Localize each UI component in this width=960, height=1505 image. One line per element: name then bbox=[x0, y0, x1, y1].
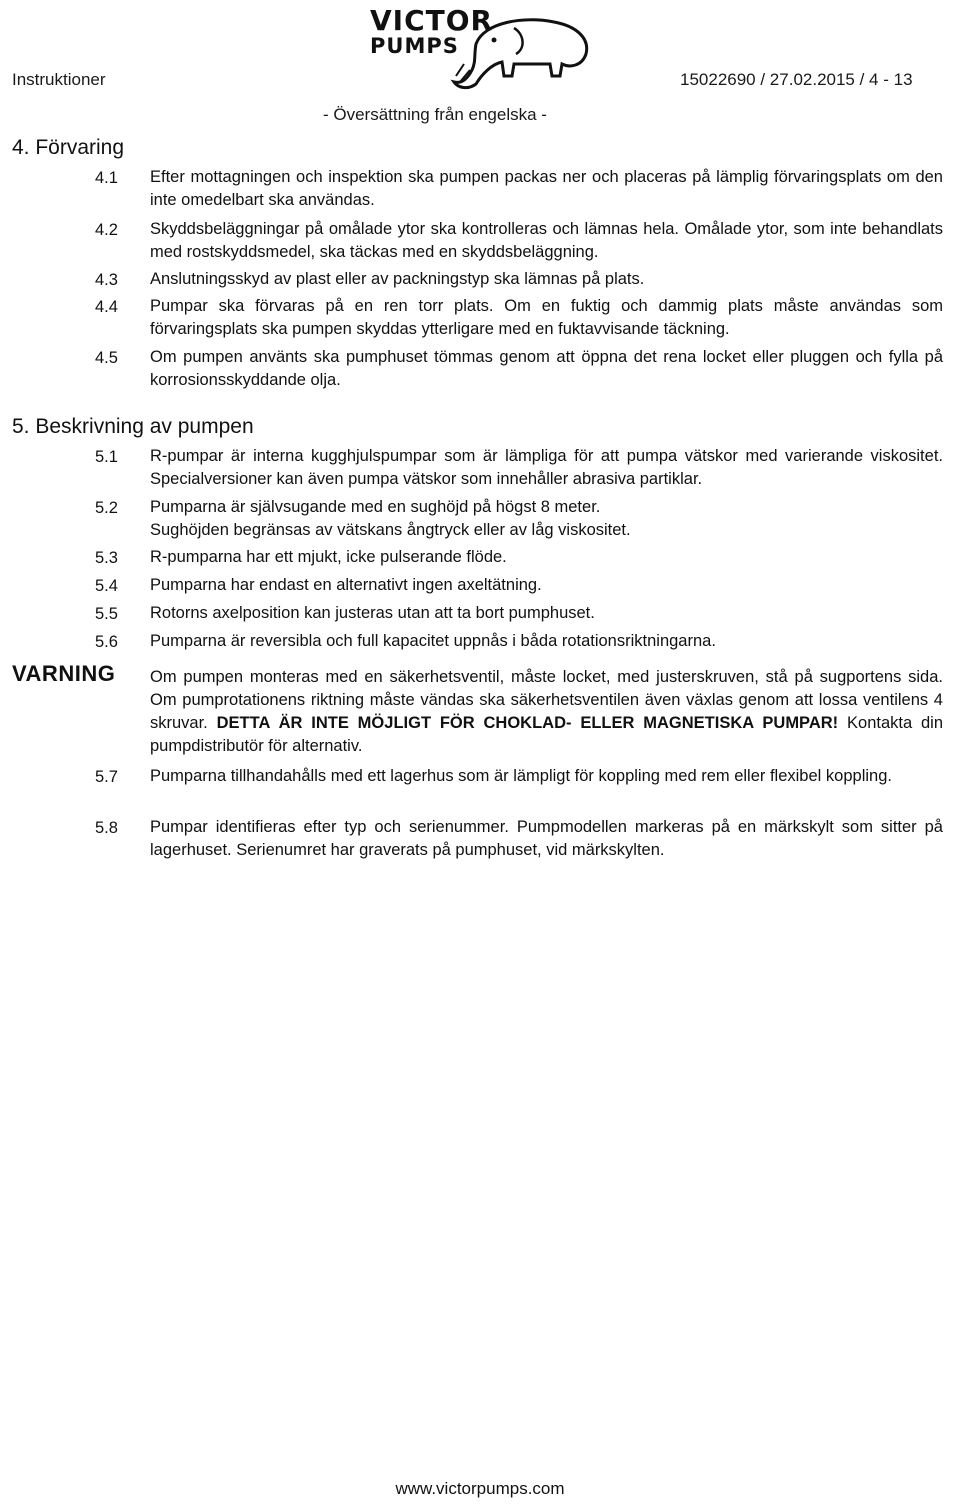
victor-pumps-logo bbox=[364, 4, 600, 90]
item-text: Skyddsbeläggningar på omålade ytor ska kontrolleras och lämnas hela. Omålade ytor, som inte behandlats med rostskyddsmedel, ska täckas med en skyddsbeläggning. bbox=[150, 220, 943, 261]
item-text: Pumpar identifieras efter typ och serienummer. Pumpmodellen markeras på en märkskylt som sitter på lagerhuset. Serienumret har graverats på pumphuset, vid märkskylten. bbox=[150, 818, 943, 859]
item-text: Rotorns axelposition kan justeras utan att ta bort pumphuset. bbox=[150, 604, 595, 622]
section-4-title: 4. Förvaring bbox=[12, 136, 125, 159]
item-text: Efter mottagningen och inspektion ska pumpen packas ner och placeras på lämplig förvaringsplats om den inte omedelbart ska användas. bbox=[150, 168, 943, 209]
item-text-continued: Sughöjden begränsas av vätskans ångtryck eller av låg viskositet. bbox=[150, 521, 631, 539]
warning-text bbox=[150, 666, 943, 758]
item-number: 4.1 bbox=[95, 169, 118, 187]
warning-label: VARNING bbox=[12, 661, 116, 686]
item-text: Pumparna har endast en alternativt ingen axeltätning. bbox=[150, 576, 542, 594]
item-text: Pumparna tillhandahålls med ett lagerhus som är lämpligt för koppling med rem eller flexibel koppling. bbox=[150, 767, 892, 785]
item-number: 5.8 bbox=[95, 819, 118, 837]
item-number: 5.2 bbox=[95, 499, 118, 517]
item-text: R-pumpar är interna kugghjulspumpar som är lämpliga för att pumpa vätskor med varierande viskositet. Specialversioner kan även pumpa vätskor som innehåller abrasiva partiklar. bbox=[150, 447, 943, 488]
header-left-label: Instruktioner bbox=[12, 70, 106, 89]
document-number: 15022690 / 27.02.2015 / 4 - 13 bbox=[680, 70, 913, 89]
item-number: 5.6 bbox=[95, 633, 118, 651]
translation-subtitle: - Översättning från engelska - bbox=[323, 105, 547, 124]
section-5-title: 5. Beskrivning av pumpen bbox=[12, 415, 254, 438]
item-number: 5.1 bbox=[95, 448, 118, 466]
item-text: Pumpar ska förvaras på en ren torr plats. Om en fuktig och dammig plats måste användas som förvaringsplats ska pumpen skyddas ytterligare med en fuktavvisande täckning. bbox=[150, 297, 943, 338]
item-text: Om pumpen använts ska pumphuset tömmas genom att öppna det rena locket eller pluggen och fylla på korrosionsskyddande olja. bbox=[150, 348, 943, 389]
item-number: 4.4 bbox=[95, 298, 118, 316]
warning-text-part-b: Kontakta din pumpdistributör för alternativ. bbox=[150, 714, 943, 755]
warning-text-bold: DETTA ÄR INTE MÖJLIGT FÖR CHOKLAD- ELLER MAGNETISKA PUMPAR! bbox=[216, 714, 839, 732]
footer-url: www.victorpumps.com bbox=[395, 1479, 565, 1498]
item-text: Anslutningsskyd av plast eller av packningstyp ska lämnas på plats. bbox=[150, 270, 645, 288]
item-number: 5.5 bbox=[95, 605, 118, 623]
item-number: 4.3 bbox=[95, 271, 118, 289]
item-number: 5.4 bbox=[95, 577, 118, 595]
item-text: Pumparna är reversibla och full kapacitet uppnås i båda rotationsriktningarna. bbox=[150, 632, 716, 650]
item-number: 5.3 bbox=[95, 549, 118, 567]
logo-text-pumps: PUMPS bbox=[370, 34, 459, 58]
item-text: Pumparna är självsugande med en sughöjd på högst 8 meter. bbox=[150, 498, 601, 516]
logo-text-victor: VICTOR bbox=[370, 4, 494, 37]
item-number: 4.5 bbox=[95, 349, 118, 367]
item-number: 4.2 bbox=[95, 221, 118, 239]
warning-text-part-a: Om pumpen monteras med en säkerhetsventil, måste locket, med justerskruven, stå på sugportens sida. Om pumprotationens riktning måste vändas ska säkerhetsventilen även växlas genom att lossa ventilens 4 skruvar. bbox=[150, 668, 943, 732]
item-number: 5.7 bbox=[95, 768, 118, 786]
elephant-icon bbox=[364, 4, 600, 90]
item-text: R-pumparna har ett mjukt, icke pulserande flöde. bbox=[150, 548, 507, 566]
